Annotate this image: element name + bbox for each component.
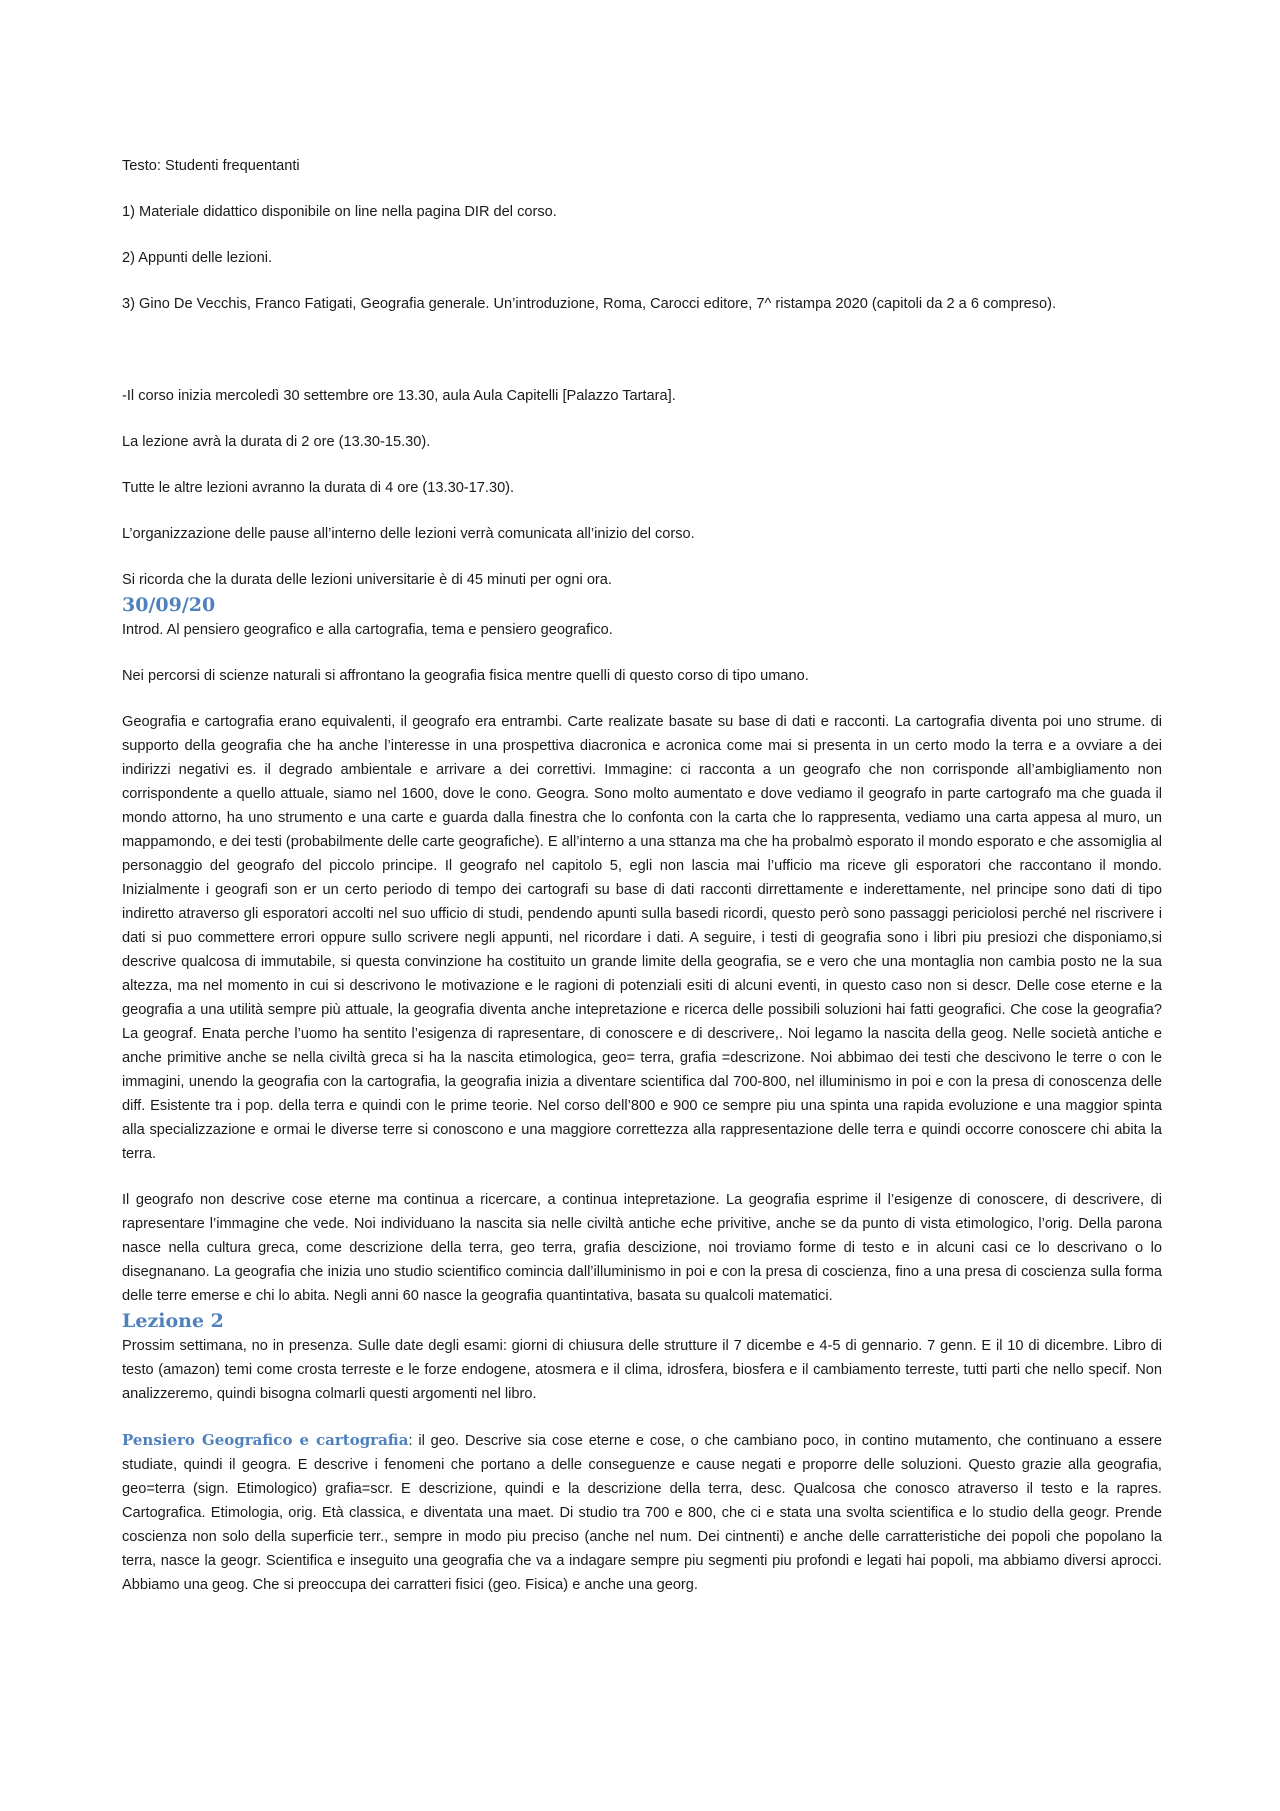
info-start-course: -Il corso inizia mercoledì 30 settembre ore 13.30, aula Aula Capitelli [Palazzo Tartara]. (122, 388, 676, 404)
paragraph-geografo: Il geografo non descrive cose eterne ma continua a ricercare, a continua intepretazione. La geografia esprime il l’esigenze di conoscere, di descrivere, di rapresentare l’immagine che vede. Noi individuano la nascita sia nelle civiltà antiche eche privitive, anche se da punto di vista etimologico, l’orig. Della parona nasce nella cultura greca, come descrizione della terra, geo terra, grafia descizione, noi troviamo forme di testo e in alcuni casi ce lo descrivano o lo disegnanano. La geografia che inizia uno studio scientifico comincia dall’illuminismo in poi e con la presa di coscienza, fino a una presa di coscienza sulla forma delle terre emerse e chi lo abita. Negli anni 60 nasce la geografia quantintativa, basata su qualcoli matematici. (122, 1192, 1162, 1304)
list-item-appunti: 2) Appunti delle lezioni. (122, 250, 273, 266)
section-heading-lezione-2: Lezione 2 (122, 1310, 224, 1332)
paragraph-percorsi: Nei percorsi di scienze naturali si affrontano la geografia fisica mentre quelli di questo corso di tipo umano. (122, 668, 809, 684)
inline-heading-pensiero: Pensiero Geografico e cartografia (122, 1431, 409, 1449)
document-page (122, 154, 1162, 1597)
paragraph-intro: Introd. Al pensiero geografico e alla cartografia, tema e pensiero geografico. (122, 622, 613, 638)
paragraph-esami: Prossim settimana, no in presenza. Sulle date degli esami: giorni di chiusura delle strutture il 7 dicembe e 4-5 di gennario. 7 genn. E il 10 di dicembre. Libro di testo (amazon) temi come crosta terreste e le forze endogene, atosmera e il clima, idrosfera, biosfera e il cambiamento terreste, tutti parti che nello specif. Non analizzeremo, quindi bisogna colmarli questi argomenti nel libro. (122, 1338, 1162, 1402)
section-heading-date: 30/09/20 (122, 594, 216, 616)
paragraph-pensiero-text: : il geo. Descrive sia cose eterne e cose, o che cambiano poco, in contino mutamento, che continuano a essere studiate, quindi il geogra. E descrive i fenomeni che portano a delle conseguenze e cause negati e proporre delle soluzioni. Questo grazie alla geografia, geo=terra (sign. Etimologico) grafia=scr. E descrizione, quindi e la descrizione della terra, desc. Qualcosa che conosco atraverso il testo e la rapres. Cartografica. Etimologia, orig. Età classica, e diventata una maet. Di studio tra 700 e 800, che ci e stata una svolta scientifica e lo studio della geogr. Prende coscienza non solo della superficie terr., sempre in modo piu preciso (anche nel num. Dei cintnenti) e anche delle carratteristiche dei popoli che popolano la terra, nasce la geogr. Scientifica e inseguito una geografia che va a indagare sempre piu segmenti piu profondi e legati hai popoli, ma abbiamo diversi aprocci. Abbiamo una geog. Che si preoccupa dei carratteri fisici (geo. Fisica) e anche una georg. (122, 1433, 1162, 1593)
paragraph-pensiero-geografico (122, 1428, 1162, 1597)
paragraph-geografia-cartografia: Geografia e cartografia erano equivalenti, il geografo era entrambi. Carte realizate basate su base di dati e racconti. La cartografia diventa poi uno strume. di supporto della geografia che ha anche l’interesse in una prospettiva diacronica e acronica come mai si presenta in un certo modo la terra e a ovviare a dei indirizzi negativi es. il degrado ambientale e arrivare a dei correttivi. Immagine: ci racconta a un geografo che non corrisponde all’ambigliamento non corrispondente a quello attuale, siamo nel 1600, dove le cono. Geogra. Sono molto aumentato e dove vediamo il geografo in parte cartografo ma che guada il mondo attorno, ha uno strumento e una carte e guarda dalla finestra che lo confonta con la carta che lo rappresenta, vediamo una carta appesa al muro, un mappamondo, e dei testi (probabilmente delle carte geografiche). E all’interno a una sttanza ma che ha probalmò esporato il mondo esporato e che assomiglia al personaggio del geografo del piccolo principe. Il geografo nel capitolo 5, egli non lascia mai l’ufficio ma riceve gli esporatori che raccontano il mondo. Inizialmente i geografi son er un certo periodo di tempo dei cartografi su base di dati racconti dirrettamente e inderettamente, nel principe sono dati di tipo indiretto atraverso gli esporatori accolti nel suo ufficio di studi, pendendo apunti sulla basedi ricordi, questo però sono passaggi periciolosi perché nel riscrivere i dati si puo commettere errori oppure sullo scrivere negli appunti, nel ricordare i dati. A seguire, i testi di geografia sono i libri piu presiozi che disponiamo,si descrive qualcosa di immutabile, si questa convinzione ha costituito un grande limite della geografia, se e vero che una montaglia non cambia posto ne la sua altezza, ma nel momento in cui si descrivono le motivazione e le ragioni di potenziali esiti di alcuni eventi, in questo caso non si descr. Delle cose eterne e la geografia a una utilità sempre più attuale, la geografia diventa anche intepretazione e ricerca delle possibili soluzioni hai fatti geografici. Che cose la geografia? La geograf. Enata perche l’uomo ha sentito l’esigenza di rapresentare, di conoscere e di descrivere,. Noi legamo la nascita della geog. Nelle società antiche e anche primitive anche se nella civiltà greca si ha la nascita etimologica, geo= terra, grafia =descrizone. Noi abbimao dei testi che descivono le terre o con le immagini, unendo la geografia con la cartografia, la geografia inizia a diventare scientifica dal 700-800, nel illuminismo in poi e con la presa di conoscenza delle diff. Esistente tra i pop. della terra e quindi con le prime teorie. Nel corso dell’800 e 900 ce sempre piu una spinta una rapida evoluzione e una maggior spinta alla specializzazione e ormai le diverse terre si conoscono e una maggiore correttezza alla rappresentazione delle terra e quindi occorre conoscere chi abita la terra. (122, 714, 1163, 1162)
info-lesson-minutes: Si ricorda che la durata delle lezioni universitarie è di 45 minuti per ogni ora. (122, 572, 612, 588)
info-first-lesson-duration: La lezione avrà la durata di 2 ore (13.30-15.30). (122, 434, 431, 450)
list-item-libro: 3) Gino De Vecchis, Franco Fatigati, Geografia generale. Un’introduzione, Roma, Carocci editore, 7^ ristampa 2020 (capitoli da 2 a 6 compreso). (122, 296, 1057, 312)
text-title: Testo: Studenti frequentanti (122, 158, 300, 174)
info-other-lessons-duration: Tutte le altre lezioni avranno la durata di 4 ore (13.30-17.30). (122, 480, 515, 496)
info-breaks: L’organizzazione delle pause all’interno delle lezioni verrà comunicata all’inizio del corso. (122, 526, 695, 542)
list-item-materiale: 1) Materiale didattico disponibile on line nella pagina DIR del corso. (122, 204, 557, 220)
